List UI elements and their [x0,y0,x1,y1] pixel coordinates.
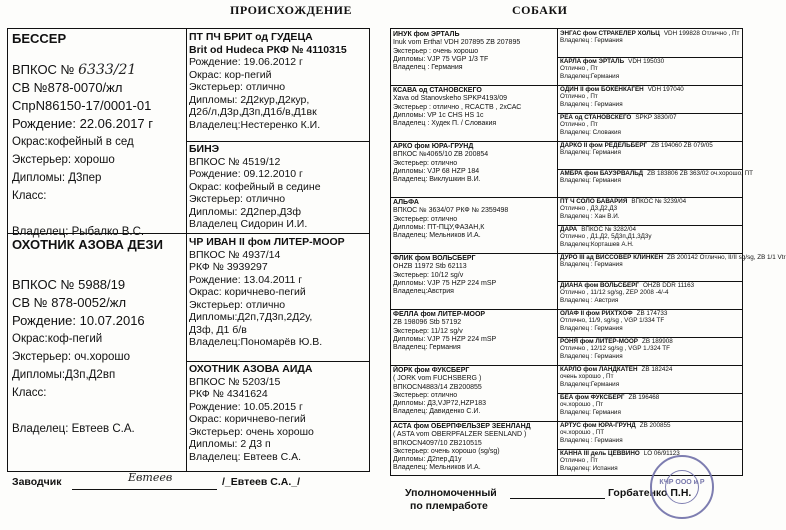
great-grandparent-line: Владелец : Германия [560,100,623,108]
grandparent-card [393,367,555,417]
grandparent-line: ВПКОСN4097/10 ZB210515 [393,439,482,447]
great-grandparent-line: ZB 182424 [641,366,673,373]
great-grandparent-card [560,30,742,45]
great-grandparent-card [560,226,742,248]
grandparent-line: Экстерьер: очень хорошо (sg/sg) [393,447,500,455]
grandparent-line: ( ASTA vom OBERPFALZER SEENLAND ) [393,431,527,439]
grandparent-line: Дипломы: VP 1c CHS HS 1c [393,111,484,119]
dam-sire-exterior: Экстерьер: отлично [189,298,286,311]
great-grandparent-line: ZB 200142 Отлично, II/II sg/sg, ZB 1/1 Vtr [667,254,786,261]
great-grandparent-name: АМБРА фом БАУЭРВАЛЬД [560,170,644,177]
great-grandparent-name: ДИАНА фом ВОЛЬСБЕРГ [560,282,639,289]
great-grandparent-line: Владелец: Испания [560,464,618,472]
grandparent-line: Владелец: Мельников И.А. [393,464,481,472]
great-grandparent-line: Владелец : Австрия [560,296,619,304]
official-name: Горбатенко П.Н. [608,487,692,499]
grandparent-line: Xava od Stanovskeho SPKP4193/09 [393,95,508,103]
great-grandparent-line: ZB 194060 ZB 079/05 [651,142,713,149]
great-grandparent-card [560,58,742,80]
grandparent-name: КСАВА од СТАНОВСКЕГО [393,87,482,94]
great-grandparent-name: ДАРА [560,226,578,233]
grandparent-line: Владелец : Худек П. / Словакия [393,120,497,128]
sire-name-latin: Brit od Hudeca РКФ № 4110315 [189,43,347,56]
dog-spr: СпрN86150-17/0001-01 [12,98,152,113]
dam-dam-owner: Владелец: Евтеев С.А. [189,450,302,463]
sire-dam-diplomas: Дипломы: 2Д2пер,Д3ф [189,205,302,218]
great-grandparent-line: ZB 200855 [639,422,671,429]
great-grandparent-card [560,142,742,157]
dam-dam-diplomas: Дипломы: 2 Д3 п [189,438,271,450]
dam-sire-card [189,236,345,349]
dog-owner: Владелец: Рыбалко В.С. [12,226,145,238]
dog-exterior: Экстерьер: хорошо [12,154,115,166]
breeder-name: /_Евтеев С.А._/ [222,476,301,488]
great-grandparent-line: Владелец:Корташев А.Н. [560,240,634,248]
authorized-label-2: по племработе [410,500,488,512]
grandparent-line: ВПКОС №4065/10 ZB 200854 [393,151,489,159]
great-grandparent-line: Отлично , Пт [560,457,598,465]
sire-dam-name: БИНЭ [189,143,220,155]
great-grandparent-card [560,450,742,472]
great-grandparent-name: РЕА од СТАНОВСКЕГО [560,114,632,121]
great-grandparent-card [560,86,742,108]
dam-sire-diplomas: Дипломы:Д2п,7Д3п,2Д2у, [189,311,313,323]
dog-class: Класс: [12,190,47,202]
great-grandparent-name: ПТ Ч СОЛО БАВАРИЯ [560,198,628,205]
authorized-label: Уполномоченный [405,487,497,499]
sire-dam-birth: Рождение: 09.12.2010 г [189,168,303,180]
great-grandparent-line: Владелец : Германия [560,324,623,332]
grandparent-line: Дипломы: VJP 75 VGP 1/3 TF [393,55,489,63]
dam-dam-name: ОХОТНИК АЗОВА АИДА [189,363,313,375]
grandparent-line: Дипломы: Д3,VJP72,HZP183 [393,400,487,408]
great-grandparent-line: Владелец : Германия [560,261,623,269]
great-grandparent-line: ВПКОС № 3282/04 [581,226,637,233]
great-grandparent-line: Отлично , Пт [560,65,598,73]
great-grandparent-name: ЭНГАС фом СТРАКЕЛЕР ХОЛЬЦ [560,30,660,37]
grandparent-card [393,423,555,473]
grandparent-line: Дипломы: Д2пер,Д1у [393,456,462,464]
great-grandparent-line: Отлично , 12/12 sg/sg , VGP 1./324 TF [560,345,670,353]
dog-diplomas: Дипломы: Д3пер [12,172,102,184]
grandparent-line: Дипломы: VJP 75 HZP 224 mSP [393,279,497,287]
grandparent-name: АЛЬФА [393,199,419,206]
great-grandparent-name: ОДИН ІІ фом БОКЕНКАГЕН [560,86,644,93]
dam-sire-owner: Владелец:Пономарёв Ю.В. [189,336,323,348]
great-grandparent-line: оч.хорошо , Пт [560,401,604,409]
dam-sv: СВ № 878-0052/жл [12,295,127,310]
great-grandparent-line: очень хорошо , Пт [560,373,614,381]
main-pedigree-table [7,28,370,472]
dog-sv: СВ №878-0070/жл [12,80,123,95]
dam-name: ОХОТНИК АЗОВА ДЕЗИ [12,237,163,252]
great-grandparent-card [560,170,753,185]
great-grandparent-name: КАННА ІІІ дель ЦЕВВИНО [560,450,640,457]
dam-exterior: Экстерьер: оч.хорошо [12,351,131,363]
great-grandparent-line: Владелец: Германия [560,149,621,157]
great-grandparent-line: Владелец: Германия [560,408,621,416]
grandparent-line: Дипломы: VJP 68 HZP 184 [393,167,480,175]
dog-name: БЕССЕР [12,31,67,46]
great-grandparent-card [560,310,742,332]
dam-sire-color: Окрас: коричнево-пегий [189,286,306,298]
dog-color: Окрас:кофейный в сед [12,136,134,148]
ancestors-table [390,28,786,476]
great-grandparent-line: Отлично , Д3,Д2,Д3 [560,205,618,213]
dam-dam-reg: ВПКОС № 5203/15 [189,375,281,388]
great-grandparent-name: АРТУС фом ЮРА-ГРУНД [560,422,636,429]
grandparent-line: Владелец:Австрия [393,288,454,296]
great-grandparent-line: Владелец: Германия [560,177,621,185]
grandparent-line: Дипломы: VJP 75 HZP 224 mSP [393,335,497,343]
dam-dam-card [189,363,314,463]
dam-sire-rkf: РКФ № 3939297 [189,261,268,273]
grandparent-line: ( JORK vom FUCHSBERG ) [393,375,482,383]
great-grandparent-line: Владелец: Словакия [560,128,621,136]
grandparent-name: ФЛИК фом ВОЛЬСБЕРГ [393,255,476,262]
grandparent-line: Экстерьер: 11/12 sg/v [393,327,463,335]
grandparent-line: Владелец: Виклушкин В.И. [393,176,481,184]
sire-diplomas-2: Д2б/л,Д3р,Д3п,Д1б/в,Д1вк [189,106,317,118]
dam-dam-exterior: Экстерьер: очень хорошо [189,425,314,438]
sire-card [189,31,347,131]
grandparent-line: ZB 198096 Stb 57192 [393,319,462,327]
dam-birth: Рождение: 10.07.2016 [12,313,145,328]
grandparent-card [393,255,555,296]
dog-card [12,30,153,241]
great-grandparent-name: КАРЛО фом ЛАНДКАТЕН [560,366,638,373]
grandparent-line: Дипломы: ПТ-ПЦУ,ФАЗАН,К [393,223,485,231]
dam-sire-birth: Рождение: 13.04.2011 г [189,273,303,286]
great-grandparent-line: VDH 195030 [628,58,665,65]
sire-name: ПТ ПЧ БРИТ од ГУДЕЦА [189,31,313,43]
great-grandparent-name: ДАРКО II фом РЕДЕЛЬБЕРГ [560,142,648,149]
great-grandparent-line: Отлично, 11/9, sg/sg , VGP 1/334 TF [560,317,665,325]
great-grandparent-name: ОЛАФ ІІ фом РИХТХОФ [560,310,633,317]
dam-owner: Владелец: Евтеев С.А. [12,423,135,435]
great-grandparent-line: ZB 183806 ZB 363/02 оч.хорошо, ПТ [647,170,753,177]
stamp-text: КЧР ООО и Р [659,479,705,486]
great-grandparent-line: ВПКОС № 3239/04 [631,198,687,205]
great-grandparent-line: Владелец : Германия [560,37,623,45]
great-grandparent-line: ZB 189908 [641,338,673,345]
dam-dam-rkf: РКФ № 4341624 [189,388,268,400]
grandparent-line: Экстерьер : очень хорошо [393,47,479,55]
pedigree-title: ПРОИСХОЖДЕНИЕ [230,3,353,17]
great-grandparent-line: SPKP 3830/07 [635,114,677,121]
great-grandparent-name: КАРЛА фом ЭРТАЛЬ [560,58,625,65]
great-grandparent-card [560,114,742,136]
sire-dam-color: Окрас: кофейный в седине [189,180,321,193]
great-grandparent-name: ДУРО ІІІ ад ВИССОВЕР КЛИНКЕН [560,254,664,261]
great-grandparent-name: БЕА фом ФУКСБЕРГ [560,394,625,401]
grandparent-name: ЙОРК фом ФУКСБЕРГ [393,367,470,374]
sire-exterior: Экстерьер: отлично [189,81,286,93]
great-grandparent-line: Отлично , Д1,Д2, 5Д3п,Д1,3Д3у [560,233,652,241]
grandparent-name: АРКО фом ЮРА-ГРУНД [393,143,474,150]
grandparent-line: Экстерьер: 10/12 sg/v [393,271,464,279]
great-grandparent-line: Отлично , Пт [560,93,598,101]
grandparent-line: Экстерьер : отлично , RCACTB , 2хСАС [393,103,522,111]
grandparent-card [393,31,555,72]
sire-owner: Владелец:Нестеренко К.И. [189,118,321,131]
grandparent-line: Владелец: Давиденко С.И. [393,408,481,416]
grandparent-card [393,143,555,184]
sire-birth: Рождение: 19.06.2012 г [189,56,303,68]
great-grandparent-card [560,254,786,269]
dog-vpkos-label: ВПКОС № [12,62,75,77]
grandparent-line: ВПКОС № 3634/07 РКФ № 2359498 [393,207,509,215]
dam-sire-reg: ВПКОС № 4937/14 [189,248,281,261]
grandparent-line: OHZB 11972 Stb 62113 [393,263,467,271]
grandparent-line: ВПКОСN4883/14 ZB200855 [393,383,482,391]
breeder-signature: Евтеев [128,471,173,484]
great-grandparent-line: Владелец:Германия [560,72,620,80]
grandparent-card [393,311,555,352]
grandparent-card [393,199,555,240]
great-grandparent-line: Владелец : Германия [560,352,623,360]
dog-vpkos-handwritten: 6333/21 [78,62,137,78]
dam-sire-diplomas-2: Д3ф, Д1 б/в [189,323,247,336]
great-grandparent-line: VDH 197040 [647,86,684,93]
sire-dam-owner: Владелец Сидорин И.И. [189,218,308,230]
great-grandparent-card [560,198,742,220]
great-grandparent-line: оч.хорошо , ПТ [560,429,605,437]
dam-dam-color: Окрас: коричнево-пегий [189,413,306,425]
great-grandparent-line: Отлично , Пт [560,121,598,129]
grandparent-name: АСТА фом ОБЕРПФЕЛЬЗЕР ЗЕЕНЛАНД [393,423,531,430]
club-stamp [650,455,714,519]
dam-vpkos: ВПКОС № 5988/19 [12,277,126,292]
great-grandparent-card [560,366,742,388]
grandparent-line: Inuk vom Ertha! VDH 207895 ZB 207895 [393,39,521,47]
grandparent-card [393,87,555,128]
grandparent-line: Владелец: Мельников И.А. [393,232,481,240]
grandparent-line: Экстерьер: отлично [393,391,458,399]
sire-dam-reg: ВПКОС № 4519/12 [189,155,281,168]
great-grandparent-card [560,422,742,444]
dam-diplomas: Дипломы:Д3п,Д2вп [12,369,116,381]
great-grandparent-line: Владелец:Германия [560,380,620,388]
great-grandparent-name: РОНЯ фом ЛИТЕР-МООР [560,338,638,345]
dam-sire-name: ЧР ИВАН II фом ЛИТЕР-МООР [189,236,345,248]
dam-dam-birth: Рождение: 10.05.2015 г [189,400,303,413]
great-grandparent-card [560,282,742,304]
grandparent-line: Владелец: Германия [393,344,461,352]
grandparent-name: ИНУК фом ЭРТАЛЬ [393,31,460,38]
great-grandparent-line: Владелец : Германия [560,436,623,444]
great-grandparent-line: LO 06/91123 [643,450,680,457]
great-grandparent-line: Отлично , 11/12 sg/sg, ZEP 2008 -4/-4 [560,289,669,297]
great-grandparent-line: OHZB DDR 11163 [642,282,695,289]
grandparent-line: Экстерьер: отлично [393,159,458,167]
dogs-title: СОБАКИ [512,3,568,17]
dam-card [12,236,163,438]
breeder-label: Заводчик [12,476,62,488]
great-grandparent-line: ZB 174733 [636,310,668,317]
dam-class: Класс: [12,387,47,399]
great-grandparent-line: VDH 199828 Отлично , Пт [663,30,740,37]
sire-dam-exterior: Экстерьер: отлично [189,193,286,205]
dog-birth: Рождение: 22.06.2017 г [12,116,154,131]
sire-color: Окрас: кор-пегий [189,68,272,81]
grandparent-line: Владелец : Германия [393,64,463,72]
great-grandparent-card [560,394,742,416]
sire-diplomas: Дипломы: 2Д2кур,Д2кур, [189,93,310,106]
great-grandparent-card [560,338,742,360]
dam-color: Окрас:коф-пегий [12,333,103,345]
great-grandparent-line: Владелец : Хан В.И. [560,212,620,220]
grandparent-line: Экстерьер: отлично [393,215,458,223]
grandparent-name: ФЕЛЛА фом ЛИТЕР-МООР [393,311,486,318]
great-grandparent-line: ZB 196468 [628,394,660,401]
sire-dam-card [189,143,321,231]
